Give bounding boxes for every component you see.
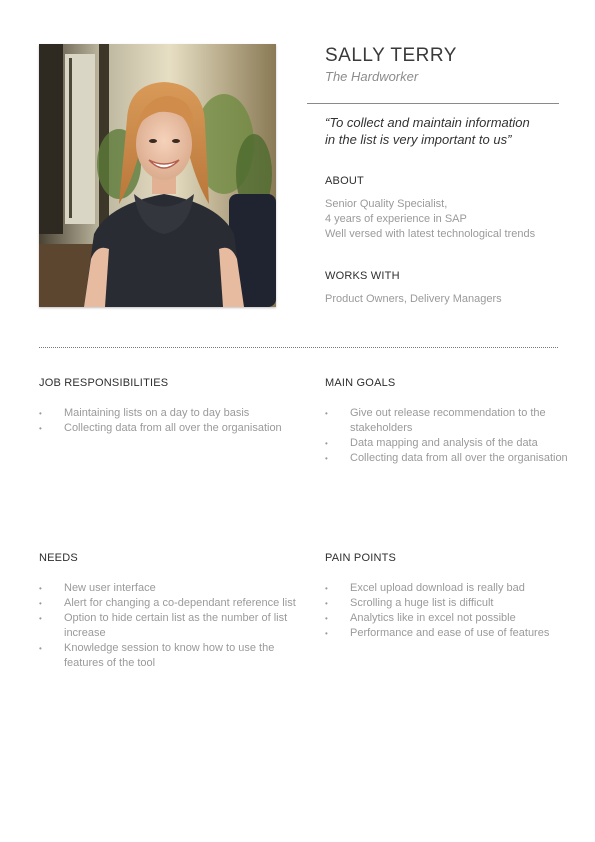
- needs-list: [39, 581, 304, 671]
- works-with-heading: WORKS WITH: [325, 270, 400, 282]
- about-line: 4 years of experience in SAP: [325, 213, 467, 225]
- main-goals-heading: MAIN GOALS: [325, 377, 396, 389]
- list-item: • Knowledge session to know how to use the features of the tool: [39, 641, 304, 671]
- list-item: • New user interface: [39, 581, 304, 596]
- list-item: • Excel upload download is really bad: [325, 581, 585, 596]
- pain-points-heading: PAIN POINTS: [325, 552, 397, 564]
- profile-photo-image: [39, 44, 276, 307]
- job-responsibilities-list: [39, 406, 309, 436]
- list-item: • Option to hide certain list as the number of list increase: [39, 611, 304, 641]
- quote-line: in the list is very important to us”: [325, 132, 512, 147]
- list-item: • Alert for changing a co-dependant reference list: [39, 596, 304, 611]
- about-heading: ABOUT: [325, 175, 364, 187]
- main-goals-list: [325, 406, 593, 466]
- list-item: • Analytics like in excel not possible: [325, 611, 585, 626]
- profile-photo: [39, 44, 276, 307]
- persona-name: SALLY TERRY: [325, 45, 457, 66]
- list-item: • Give out release recommendation to the stakeholders: [325, 406, 570, 436]
- list-item: • Performance and ease of use of features: [325, 626, 585, 641]
- works-with-text: [325, 292, 502, 307]
- persona-tagline: The Hardworker: [325, 69, 419, 84]
- list-item: • Collecting data from all over the organisation: [325, 451, 593, 466]
- persona-quote: [325, 114, 565, 148]
- job-responsibilities-heading: JOB RESPONSIBILITIES: [39, 377, 169, 389]
- about-line: Senior Quality Specialist,: [325, 198, 448, 210]
- about-line: Well versed with latest technological trends: [325, 228, 536, 240]
- list-item: • Data mapping and analysis of the data: [325, 436, 593, 451]
- works-with-line: Product Owners, Delivery Managers: [325, 293, 502, 305]
- header-divider: [307, 103, 559, 104]
- list-item: • Collecting data from all over the organisation: [39, 421, 309, 436]
- section-divider: [39, 347, 558, 348]
- list-item: • Scrolling a huge list is difficult: [325, 596, 585, 611]
- about-text: [325, 197, 535, 242]
- needs-heading: NEEDS: [39, 552, 78, 564]
- list-item: • Maintaining lists on a day to day basis: [39, 406, 309, 421]
- quote-line: “To collect and maintain information: [325, 115, 530, 130]
- pain-points-list: [325, 581, 585, 641]
